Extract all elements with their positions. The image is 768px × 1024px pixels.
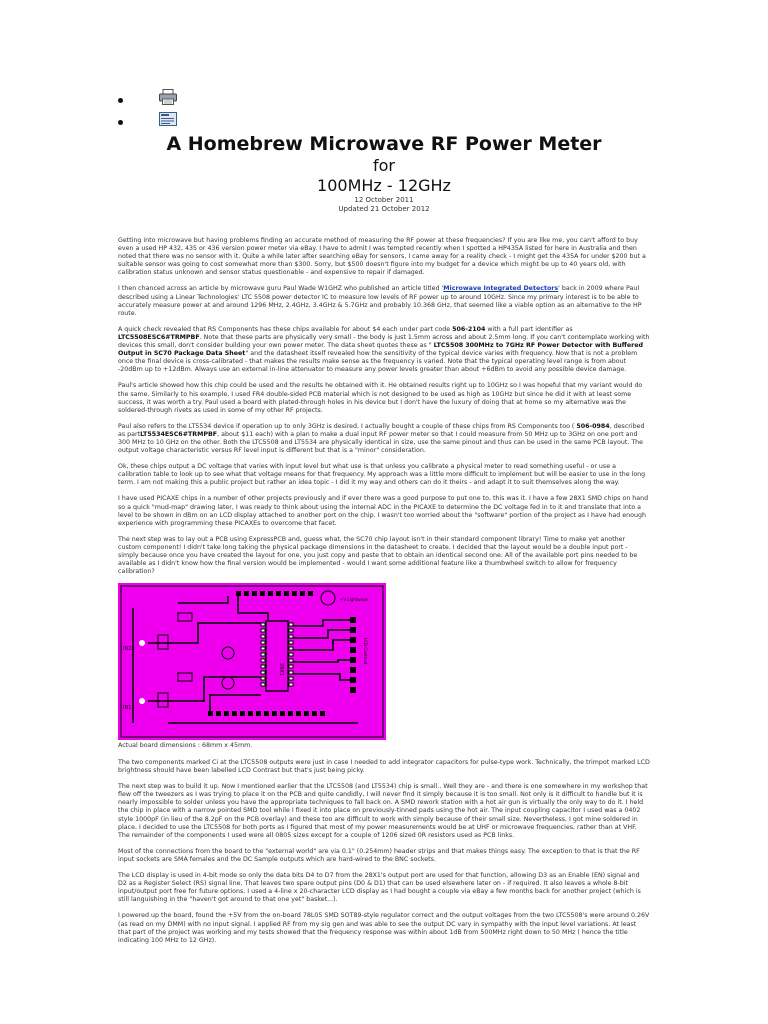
updated-date: Updated 21 October 2012 (338, 205, 430, 213)
pcb-label-in1: IN1 (123, 705, 132, 711)
chip-label: 28X1 (278, 663, 284, 676)
paragraph-p5: Paul also refers to the LT5534 device if operation up to only 3GHz is desired. I actually bought a couple of these chips from RS Components too ( 506-0984, described as partLT5534ESC6#TRMPBF, about $11 each) with a plan to make a dual input RF power meter so that I could measure from 50 MHz up to 3GHz on one port and 300 MHz to 10 GHz on the other. Both the LTC5508 and LT5534 are physically identical in size, use the same pinout and thus can be used in the same PCB layout. The output voltage characteristic versus RF level input is different but that is a "minor" consideration. (118, 422, 645, 455)
pcb-label-in2: IN2 (123, 646, 132, 652)
article-body-bottom (118, 759, 650, 945)
pcb-label-vdd: +V Lightwave (340, 597, 368, 602)
publish-date: 12 October 2011 (354, 196, 414, 204)
paragraph-q1: The two components marked Ci at the LTC5508 outputs were just in case I needed to add integrator capacitors for pulse-type work. Technically, the trimpot marked LCD brightness should have been labelled LCD Contrast but that's just being picky. (118, 759, 650, 775)
pcb-label-lcd: LCD Contrast (363, 638, 368, 665)
paragraph-p6: Ok, these chips output a DC voltage that varies with input level but what use is that unless you calibrate a physical meter to read something useful - or use a calibration table to look up to see what that voltage means for that frequency. My approach was a little more difficult to implement but will be easier to use in the long term. I am not making this a public project but rather an idea topic - I did it my way and others can do it theirs - and adapt it to suit themselves along the way. (118, 463, 646, 487)
paragraph-p7: I have used PICAXE chips in a number of other projects previously and if ever there was a good purpose to put one to, this was it. I have a few 28X1 SMD chips on hand so a quick "mud-map" drawing later, I was ready to think about using the internal ADC in the PICAXE to determine the DC voltage fed in to it and translate that into a level to be shown in dBm on an LCD display attached to another port on the chip. I wasn't too worried about the "software" portion of the project as I have had enough experience with programming these PICAXEs to overcome that facet. (118, 495, 649, 527)
paragraph-q5: I powered up the board, found the +5V from the on-board 78L05 SMD SOT89-style regulator correct and the output voltages from the two LTC5508's were around 0.26V (as read on my DMM) with no input signal. I applied RF from my sig gen and was able to see the output DC vary in sympathy with the input level variations. At least that part of the project was working and my tests showed that the frequency response was within about 1dB from 500MHz right down to 50 MHz ( hence the title indicating 100 MHz to 12 GHz). (118, 912, 650, 944)
pcb-layout-image (118, 583, 386, 740)
print-item[interactable] (118, 86, 177, 108)
paragraph-q4: The LCD display is used in 4-bit mode so only the data bits D4 to D7 from the 28X1's output port are used for that function, allowing D3 as an Enable (EN) signal and D2 as a Register Select (RS) signal line. That leaves two spare output pins (D0 & D1) that can be used elsewhere later on - if required. It also leaves a whole 8-bit input/output port free for future options. I used a 4-line x 20-character LCD display as I had bought a couple via eBay a few months back for another project (which is still languishing in the "haven't got around to that one yet" basket...). (118, 872, 641, 904)
title-block (0, 132, 768, 196)
subtitle-for: for (373, 156, 395, 175)
paragraph-p1: Getting into microwave but having problems finding an accurate method of measuring the RF power at these frequencies? If you are like me, you can't afford to buy even a used HP 432, 435 or 436 version power meter via eBay. I have to admit I was tempted recently when I spotted a HP435A listed for here in Australia and then noted that there was no sensor with it. Quite a while later after searching eBay for sensors, I came away for a reality check - I might get the 435A for under $200 but a suitable sensor was going to cost somewhat more than $300. Sorry, but $500 doesn't figure into my budget for a device which might be up to 40 years old, with calibration status unknown and sensor status questionable - and expensive to repair if damaged. (118, 237, 646, 277)
article-body-top (118, 237, 650, 592)
email-item[interactable] (118, 108, 177, 130)
page-title: A Homebrew Microwave RF Power Meter (166, 133, 602, 155)
paragraph-q2: The next step was to build it up. Now I mentioned earlier that the LTC5508 (and LT5534) chip is small.. Well they are - and there is one somewhere in my workshop that flew off the tweezers as I was trying to place it on the PCB and quite candidly, I will never find it simply because it is too small. Not only is it difficult to handle but it is nearly impossible to solder unless you have the appropriate techniques to fall back on. A SMD rework station with a hot air gun is virtually the only way to do it. I held the chip in place with a narrow pointed SMD tool while I fixed it into place on previously-tinned pads using the hot air. The input coupling capacitor I used was a 0402 style 1000pF (in lieu of the 8.2pF on the PCB overlay) and these too are difficult to work with simply because of their small size. Nevertheless, I got mine soldered in place. I decided to use the LTC5508 for both ports as I figured that most of my power measurements would be at UHF or microwave frequencies, rather than at VHF. The remainder of the components I used were all 0805 sizes except for a couple of 1206 sized 0R resistors used as PCB links. (118, 783, 648, 839)
printer-icon[interactable] (159, 89, 177, 105)
date-block (0, 196, 768, 214)
paragraph-p2: I then chanced across an article by microwave guru Paul Wade W1GHZ who published an article titled 'Microwave Integrated Detectors' back in 2009 where Paul described using a Linear Technologies' LTC 5508 power detector IC to measure low levels of RF power up to around 10GHz. Since my primary interest is to be able to accurately measure power at and around 1296 MHz, 2.4GHz, 3.4GHz & 5.7GHz and probably 10.368 GHz, that seemed like a viable option as an alternative to the HP route. (118, 285, 642, 317)
article-link[interactable]: Microwave Integrated Detectors (443, 285, 559, 293)
email-icon[interactable] (159, 112, 177, 126)
paragraph-p4: Paul's article showed how this chip could be used and the results he obtained with it. He obtained results right up to 10GHz so I was hopeful that my variant would do the same. Similarly to his example, I used FR4 double-sided PCB material which is not designed to be used as high as 10GHz but since he did it with at least some success, it was worth a try. Paul used a board with plated-through holes in his device but I don't have the luxury of doing that at home so my alternative was the soldered-through rivets as used in some of my other RF projects. (118, 382, 643, 414)
pcb-caption: Actual board dimensions : 68mm x 45mm. (118, 742, 253, 749)
list-bullet (118, 120, 123, 125)
list-bullet (118, 98, 123, 103)
subtitle-range: 100MHz - 12GHz (317, 176, 451, 195)
share-toolbar (118, 86, 177, 130)
paragraph-q3: Most of the connections from the board to the "external world" are via 0.1" (0.254mm) header strips and that makes things easy. The exception to that is that the RF input sockets are SMA females and the DC Sample outputs which are hard-wired to the BNC sockets. (118, 847, 640, 863)
paragraph-p8: The next step was to lay out a PCB using ExpressPCB and, guess what, the SC70 chip layout isn't in their standard component library! Time to make yet another custom component! I didn't take long taking the physical package dimensions in the datasheet to create. I decided that the layout would be a double input port - simply because once you have created the layout for one, you just copy and paste that to obtain an identical second one. All of the available port pins needed to be available as I didn't know how the final version would be implemented - would I want some additional feature like a thumbwheel switch to allow for frequency calibration? (118, 535, 638, 576)
paragraph-p3: A quick check revealed that RS Components has these chips available for about $4 each under part code 506-2104 with a full part identifier as LTC5508ESC6#TRMPBF. Note that these parts are physically very small - the body is just 1.5mm across and about 2.5mm long. If you can't contemplate working with devices this small, don't consider building your own power meter. The data sheet quotes these as " LTC5508 300MHz to 7GHz RF Power Detector with Buffered Output in SC70 Package Data Sheet" and the datasheet itself revealed how the sensitivity of the typical device varies with frequency. Now that is not a problem once the final device is cross-calibrated - that makes the results make sense as the frequency is varied. Note that the typical operating level range is from about -20dBm up to +12dBm. Always use an external in-line attenuator to measure any power levels greater than about +6dBm to avoid any possible device damage. (118, 325, 650, 374)
